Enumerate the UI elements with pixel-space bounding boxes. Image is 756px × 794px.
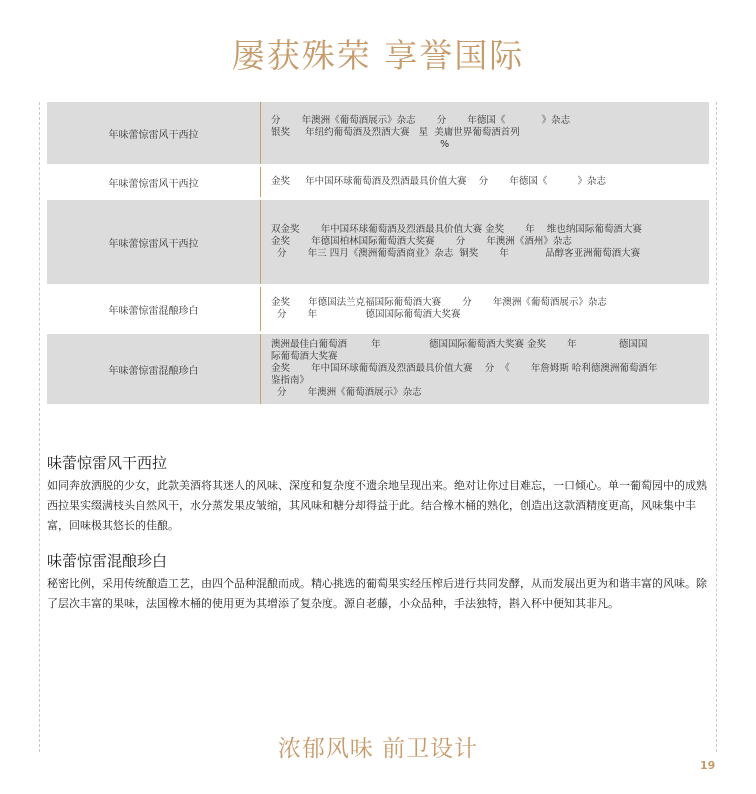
footer-slogan: 浓郁风味 前卫设计 [277,736,479,762]
award-line: 金奖 年中国环球葡萄酒及烈酒最具价值大赛 分 《 年詹姆斯 哈利德澳洲葡萄酒年 [271,363,658,374]
award-line: 分 年澳洲《葡萄酒展示》杂志 [271,387,422,398]
page-number: 19 [700,759,716,772]
left-guide-line [39,102,40,752]
award-line: 分 年 德国国际葡萄酒大奖赛 [271,309,461,320]
wine-name: 年味蕾惊雷混酿珍白 [47,334,261,404]
award-line: 分 年三 四月《澳洲葡萄酒商业》杂志 铜奖 年 品醇客亚洲葡萄酒大赛 [271,248,641,259]
wine-name: 年味蕾惊雷风干西拉 [47,102,261,164]
award-row [47,334,709,404]
awards-table [47,102,709,404]
wine-name: 年味蕾惊雷风干西拉 [47,200,261,284]
award-line: 金奖 年中国环球葡萄酒及烈酒最具价值大赛 分 年德国《 》杂志 [271,176,607,187]
section-title-white-blend: 味蕾惊雷混酿珍白 [47,552,168,570]
award-row [47,287,709,331]
award-line: % [271,139,450,150]
right-guide-line [716,102,717,752]
award-row [47,167,709,197]
award-line: 双金奖 年中国环球葡萄酒及烈酒最具价值大赛 金奖 年 维也纳国际葡萄酒大赛 [271,224,642,235]
award-details [261,102,710,164]
section-title-shiraz: 味蕾惊雷风干西拉 [47,454,168,472]
award-line: 鉴指南》 [271,375,310,386]
award-line: 分 年澳洲《葡萄酒展示》杂志 分 年德国《 》杂志 [271,115,571,126]
wine-name: 年味蕾惊雷风干西拉 [47,167,261,197]
section-body-shiraz: 如同奔放洒脱的少女，此款美酒将其迷人的风味、深度和复杂度不遗余地呈现出来。绝对让你过目难忘，一口倾心。单一葡萄园中的成熟西拉果实缀满枝头自然风干，水分蒸发果皮皱缩，其风味和糖分却得益于此。结合橡木桶的熟化，创造出这款酒精度更高，风味集中丰富，回味极其悠长的佳酿。 [47,479,707,532]
award-line: 银奖 年纽约葡萄酒及烈酒大赛 星 美庸世界葡萄酒首列 [271,127,520,138]
award-line: 际葡萄酒大奖赛 [271,351,338,362]
award-row [47,200,709,284]
award-row [47,102,709,164]
award-details [261,334,710,404]
award-line: 金奖 年德国柏林国际葡萄酒大奖赛 分 年澳洲《酒州》杂志 [271,236,572,247]
award-details [261,287,710,331]
award-details [261,200,710,284]
award-details [261,167,710,197]
award-line: 澳洲最佳白葡萄酒 年 德国国际葡萄酒大奖赛 金奖 年 德国国 [271,339,648,350]
section-body-white-blend: 秘密比例，采用传统酿造工艺，由四个品种混酿而成。精心挑选的葡萄果实经压榨后进行共同发酵，从而发展出更为和谐丰富的风味。除了层次丰富的果味，法国橡木桶的使用更为其增添了复杂度。源自老藤，小众品种，手法独特，斟入杯中便知其非凡。 [47,577,707,610]
award-line: 金奖 年德国法兰克福国际葡萄酒大赛 分 年澳洲《葡萄酒展示》杂志 [271,297,607,308]
wine-name: 年味蕾惊雷混酿珍白 [47,287,261,331]
page-headline: 屡获殊荣 享誉国际 [231,36,525,75]
